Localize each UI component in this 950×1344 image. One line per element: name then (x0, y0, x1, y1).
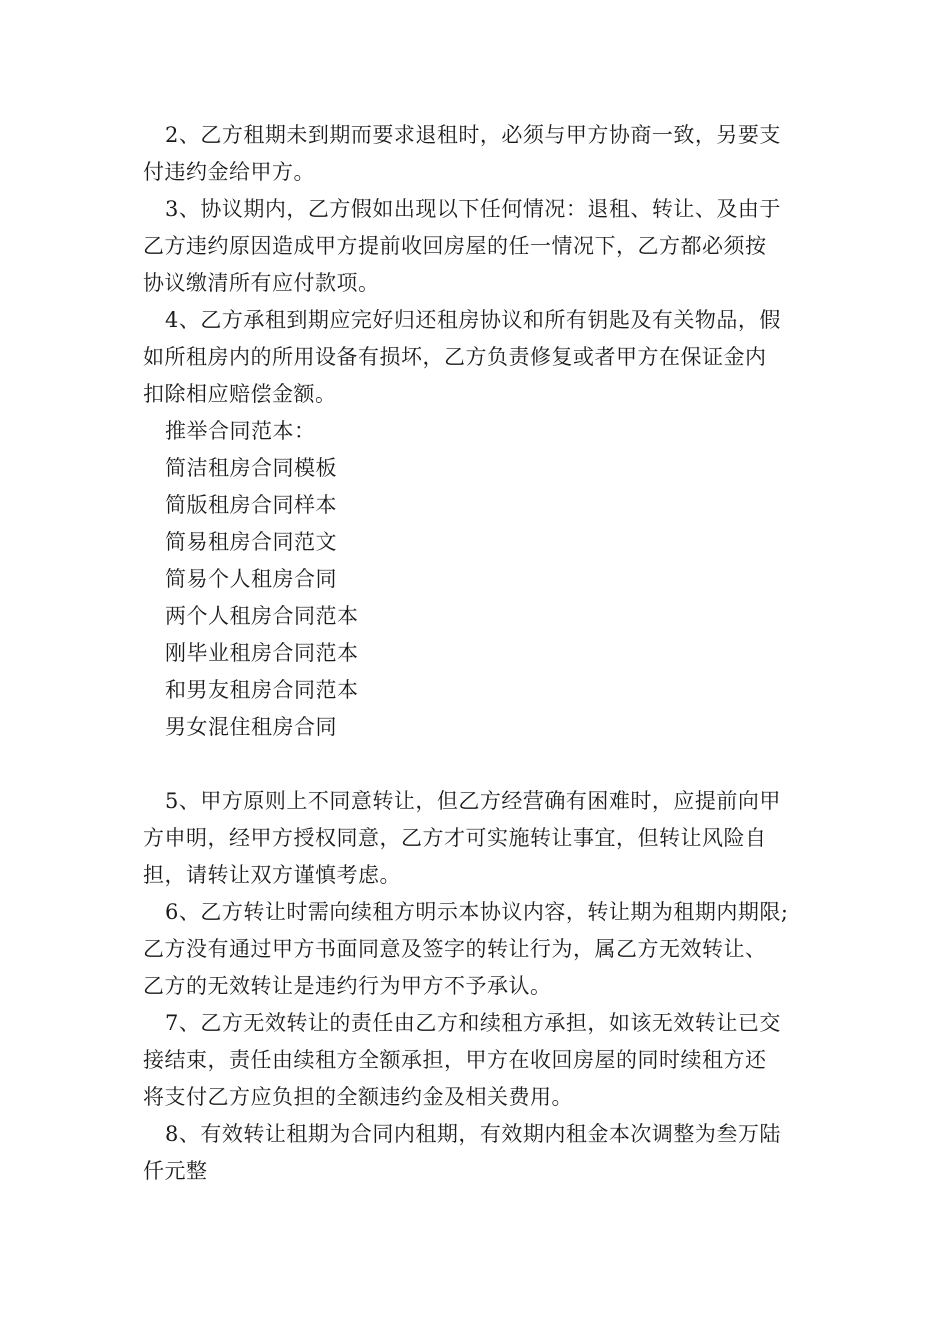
recommend-item: 简易个人租房合同 (165, 567, 337, 591)
clause-4 (143, 302, 815, 413)
clause-line: 担，请转让双方谨慎考虑。 (143, 863, 401, 887)
recommend-section (143, 413, 815, 746)
recommend-item: 简易租房合同范文 (165, 530, 337, 554)
clause-line: 协议缴清所有应付款项。 (143, 271, 380, 295)
clause-line: 4、乙方承租到期应完好归还租房协议和所有钥匙及有关物品，假 (165, 308, 781, 332)
recommend-item: 两个人租房合同范本 (165, 604, 359, 628)
clause-line: 将支付乙方应负担的全额违约金及相关费用。 (143, 1085, 573, 1109)
blank-line (143, 746, 815, 783)
clause-5 (143, 783, 815, 894)
clause-line: 方申明，经甲方授权同意，乙方才可实施转让事宜，但转让风险自 (143, 826, 767, 850)
clause-2 (143, 117, 815, 191)
clause-3 (143, 191, 815, 302)
clause-line: 接结束，责任由续租方全额承担，甲方在收回房屋的同时续租方还 (143, 1048, 767, 1072)
clause-line: 乙方没有通过甲方书面同意及签字的转让行为，属乙方无效转让、 (143, 937, 767, 961)
contract-body (143, 117, 815, 1190)
clause-line: 仟元整 (143, 1159, 208, 1183)
clause-line: 6、乙方转让时需向续租方明示本协议内容，转让期为租期内期限; (165, 900, 789, 924)
recommend-item: 刚毕业租房合同范本 (165, 641, 359, 665)
clause-line: 3、协议期内，乙方假如出现以下任何情况：退租、转让、及由于 (165, 197, 781, 221)
clause-line: 5、甲方原则上不同意转让，但乙方经营确有困难时，应提前向甲 (165, 789, 781, 813)
recommend-item: 简洁租房合同模板 (165, 456, 337, 480)
clause-line: 乙方违约原因造成甲方提前收回房屋的任一情况下，乙方都必须按 (143, 234, 767, 258)
recommend-item: 男女混住租房合同 (165, 715, 337, 739)
clauses-bottom (143, 783, 815, 1190)
clause-line: 2、乙方租期未到期而要求退租时，必须与甲方协商一致，另要支 (165, 123, 781, 147)
recommend-title: 推举合同范本： (165, 419, 316, 443)
clauses-top (143, 117, 815, 413)
clause-line: 付违约金给甲方。 (143, 160, 315, 184)
clause-7 (143, 1005, 815, 1116)
clause-line: 7、乙方无效转让的责任由乙方和续租方承担，如该无效转让已交 (165, 1011, 781, 1035)
recommend-item: 和男友租房合同范本 (165, 678, 359, 702)
clause-8 (143, 1116, 815, 1190)
clause-line: 8、有效转让租期为合同内租期，有效期内租金本次调整为叁万陆 (165, 1122, 781, 1146)
clause-line: 乙方的无效转让是违约行为甲方不予承认。 (143, 974, 552, 998)
clause-line: 如所租房内的所用设备有损坏，乙方负责修复或者甲方在保证金内 (143, 345, 767, 369)
clause-line: 扣除相应赔偿金额。 (143, 382, 337, 406)
recommend-item: 简版租房合同样本 (165, 493, 337, 517)
clause-6 (143, 894, 815, 1005)
